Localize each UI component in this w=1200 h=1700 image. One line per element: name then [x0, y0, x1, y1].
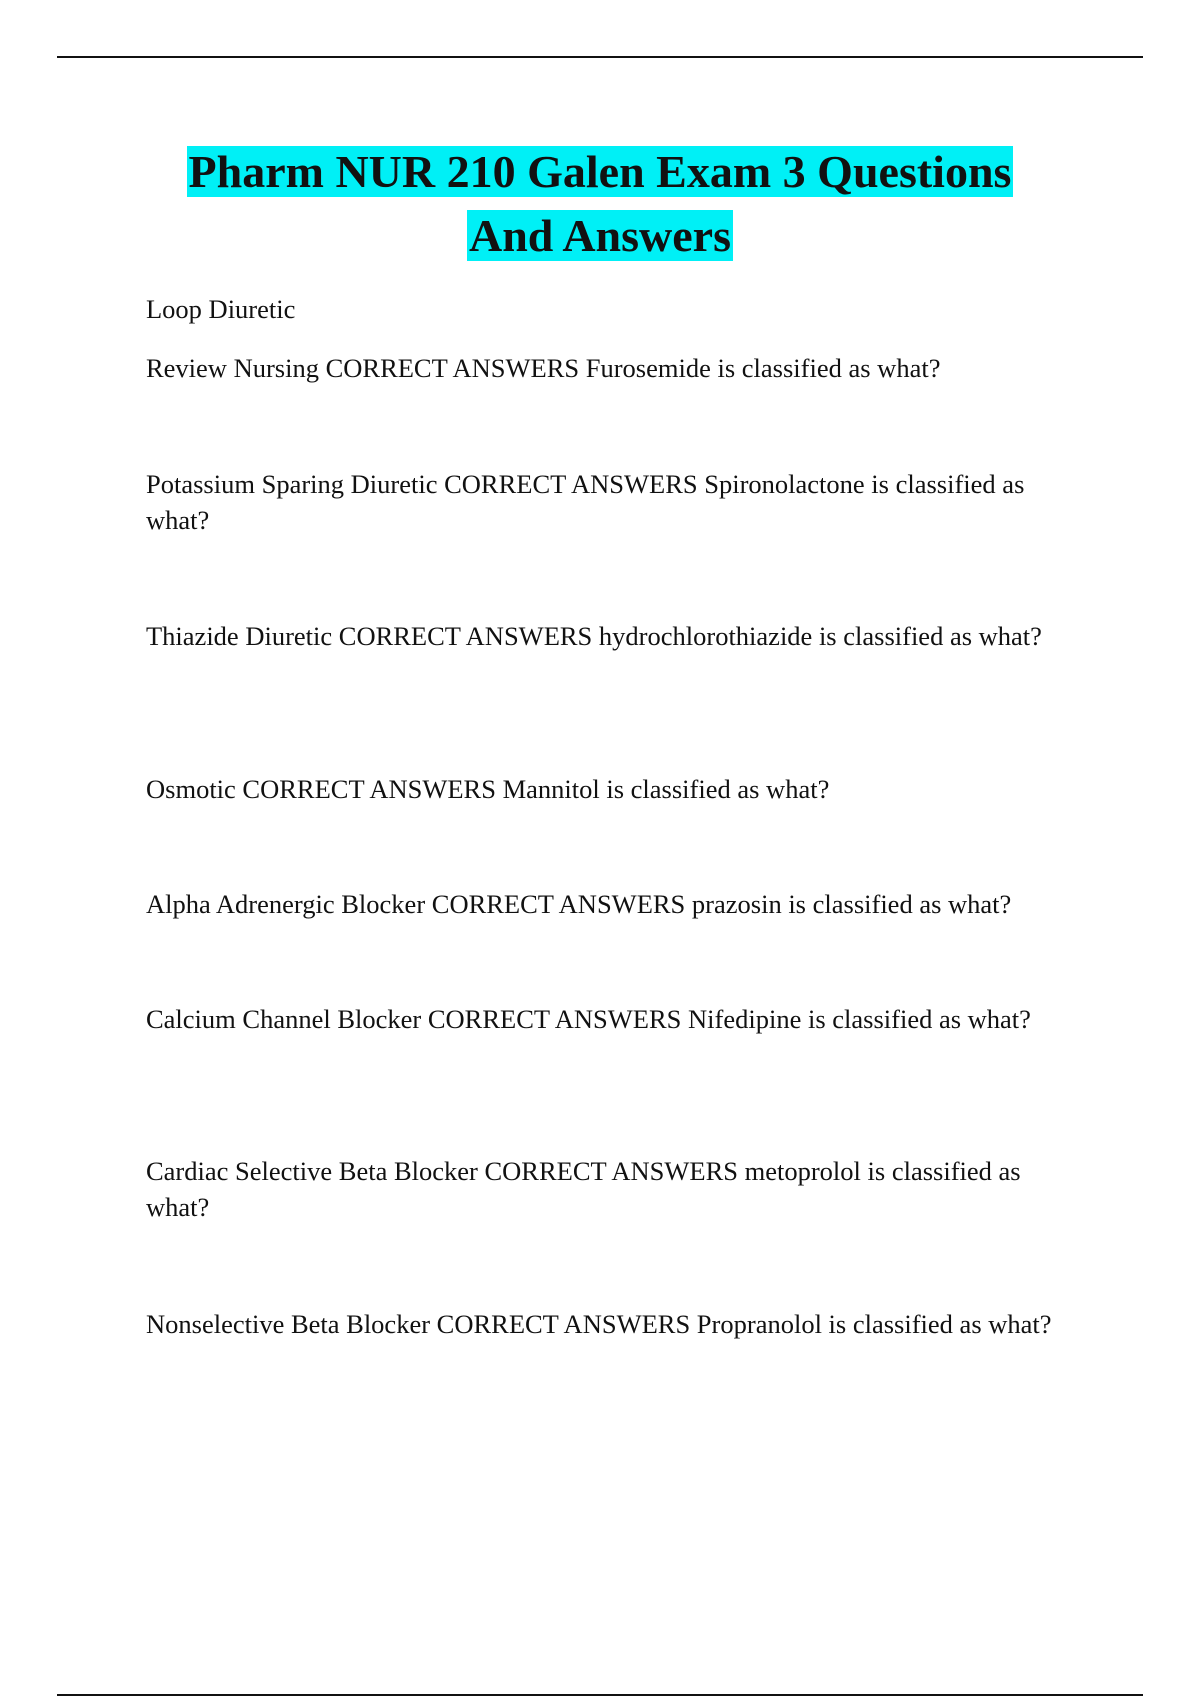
- top-rule: [57, 56, 1143, 58]
- document-title: [0, 140, 1200, 268]
- qa-entry-2: Potassium Sparing Diuretic CORRECT ANSWERS Spironolactone is classified as what?: [146, 469, 1025, 535]
- intro-line: Loop Diuretic: [146, 294, 296, 324]
- qa-entry-3: Thiazide Diuretic CORRECT ANSWERS hydrochlorothiazide is classified as what?: [146, 621, 1042, 651]
- qa-entry-5: Alpha Adrenergic Blocker CORRECT ANSWERS prazosin is classified as what?: [146, 889, 1012, 919]
- bottom-rule: [57, 1694, 1143, 1696]
- qa-entry-6: Calcium Channel Blocker CORRECT ANSWERS Nifedipine is classified as what?: [146, 1004, 1031, 1034]
- qa-entry-4: Osmotic CORRECT ANSWERS Mannitol is classified as what?: [146, 774, 830, 804]
- qa-entry-7: Cardiac Selective Beta Blocker CORRECT ANSWERS metoprolol is classified as what?: [146, 1156, 1021, 1222]
- qa-entry-8: Nonselective Beta Blocker CORRECT ANSWERS Propranolol is classified as what?: [146, 1309, 1052, 1339]
- title-line-1: Pharm NUR 210 Galen Exam 3 Questions: [188, 146, 1012, 197]
- title-line-2: And Answers: [468, 210, 731, 261]
- qa-entry-1: Review Nursing CORRECT ANSWERS Furosemide is classified as what?: [146, 353, 941, 383]
